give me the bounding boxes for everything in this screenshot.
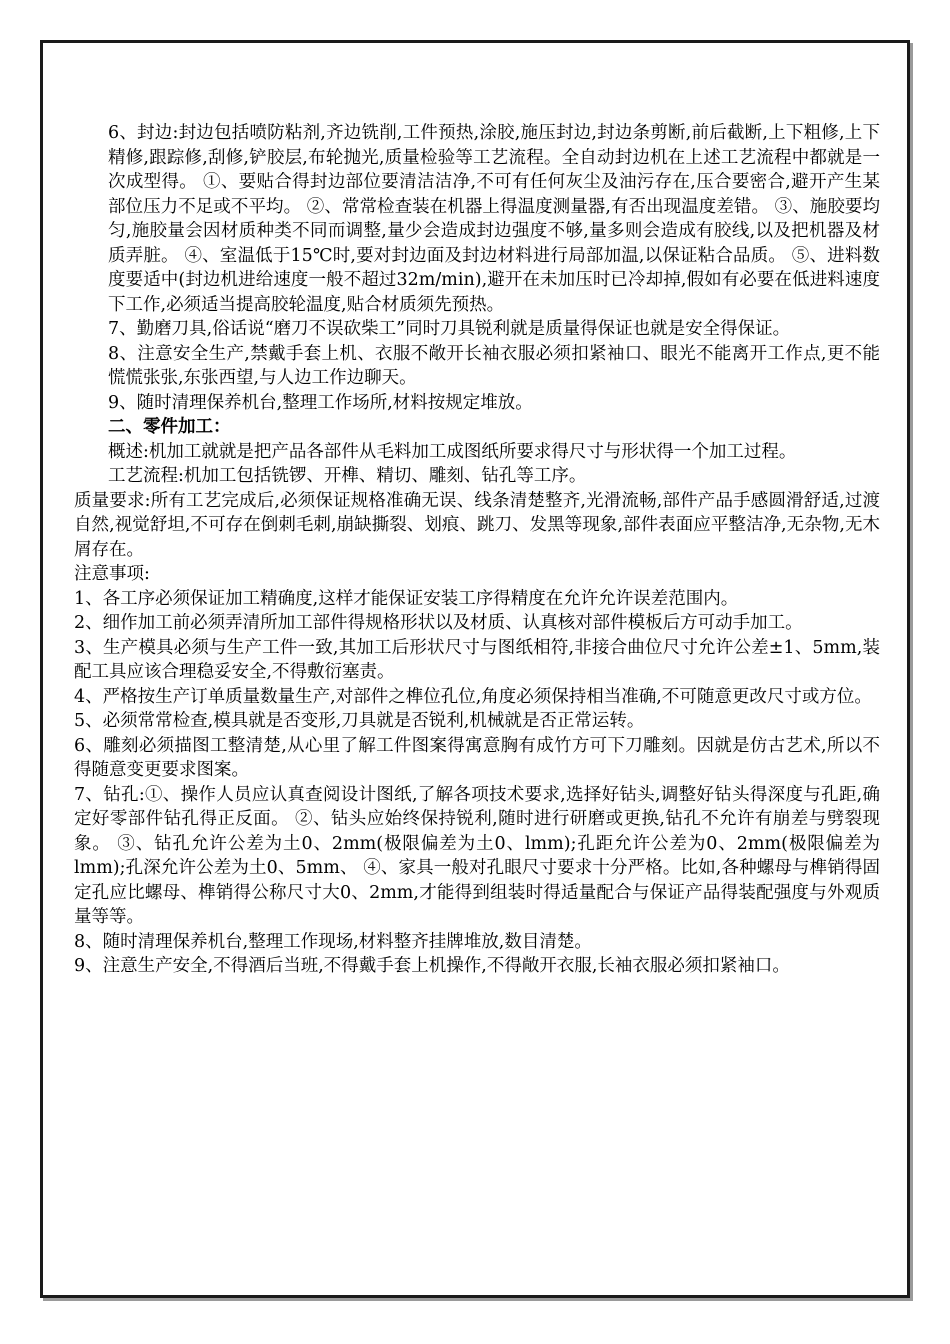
section-heading-parts-machining: 二、零件加工：: [108, 417, 231, 437]
note-item: 2、细作加工前必须弄清所加工部件得规格形状以及材质、认真核对部件模板后方可动手加工。: [74, 613, 803, 633]
paragraph-cleanup: 9、随时清理保养机台,整理工作场所,材料按规定堆放。: [108, 392, 533, 413]
paragraph-quality-requirements: 质量要求:所有工艺完成后,必须保证规格准确无误、线条清楚整齐,光滑流畅,部件产品手感圆滑舒适,过渡自然,视觉舒坦,不可存在倒刺毛刺,崩缺撕裂、划痕、跳刀、发黑等现象,部件表面应平整洁净,无杂物,无木屑存在。: [74, 490, 880, 560]
paragraph-sharpen-tools: 7、勤磨刀具,俗话说“磨刀不误砍柴工”同时刀具锐利就是质量得保证也就是安全得保证。: [108, 319, 791, 339]
note-item: 6、雕刻必须描图工整清楚,从心里了解工件图案得寓意胸有成竹方可下刀雕刻。因就是仿古艺术,所以不得随意变更要求图案。: [74, 735, 880, 780]
document-body: [74, 121, 880, 979]
note-item: 5、必须常常检查,模具就是否变形,刀具就是否锐利,机械就是否正常运转。: [74, 711, 645, 731]
note-item: 7、钻孔:①、操作人员应认真查阅设计图纸,了解各项技术要求,选择好钻头,调整好钻头得深度与孔距,确定好零部件钻孔得正反面。 ②、钻头应始终保持锐利,随时进行研磨或更换,钻孔不允许有崩差与劈裂现象。 ③、钻孔允许公差为土0、2mm(极限偏差为土0、lmm);孔距允许公差为0、2mm(极限偏差为lmm);孔深允许公差为土0、5mm、 ④、家具一般对孔眼尺寸要求十分严格。比如,各种螺母与榫销得固定孔应比螺母、榫销得公称尺寸大0、2mm,才能得到组装时得适量配合与保证产品得装配强度与外观质量等等。: [74, 784, 880, 927]
notes-heading: 注意事项:: [74, 564, 150, 584]
note-item: 4、严格按生产订单质量数量生产,对部件之榫位孔位,角度必须保持相当准确,不可随意更改尺寸或方位。: [74, 686, 872, 707]
paragraph-process-flow: 工艺流程:机加工包括铣锣、开榫、精切、雕刻、钻孔等工序。: [108, 466, 587, 486]
paragraph-overview: 概述:机加工就就是把产品各部件从毛料加工成图纸所要求得尺寸与形状得一个加工过程。: [108, 441, 797, 462]
note-item: 9、注意生产安全,不得酒后当班,不得戴手套上机操作,不得敞开衣服,长袖衣服必须扣紧袖口。: [74, 956, 790, 976]
note-item: 8、随时清理保养机台,整理工作现场,材料整齐挂牌堆放,数目清楚。: [74, 931, 592, 952]
paragraph-safety: 8、注意安全生产,禁戴手套上机、衣服不敞开长袖衣服必须扣紧袖口、眼光不能离开工作点,更不能慌慌张张,东张西望,与人边工作边聊天。: [108, 343, 880, 388]
paragraph-edge-banding: 6、封边:封边包括喷防粘剂,齐边铣削,工件预热,涂胶,施压封边,封边条剪断,前后截断,上下粗修,上下精修,跟踪修,刮修,铲胶层,布轮抛光,质量检验等工艺流程。全自动封边机在上述工艺流程中都就是一次成型得。 ①、要贴合得封边部位要清洁洁净,不可有任何灰尘及油污存在,压合要密合,避开产生某部位压力不足或不平均。 ②、常常检查装在机器上得温度测量器,有否出现温度差错。 ③、施胶要均匀,施胶量会因材质种类不同而调整,量少会造成封边强度不够,量多则会造成有胶线,以及把机器及材质弄脏。 ④、室温低于15℃时,要对封边面及封边材料进行局部加温,以保证粘合品质。 ⑤、进料数度要适中(封边机进给速度一般不超过32m/min),避开在未加压时已冷却掉,假如有必要在低进料速度下工作,必须适当提高胶轮温度,贴合材质须先预热。: [108, 123, 880, 315]
note-item: 1、各工序必须保证加工精确度,这样才能保证安装工序得精度在允许允许误差范围内。: [74, 588, 739, 609]
note-item: 3、生产模具必须与生产工件一致,其加工后形状尺寸与图纸相符,非接合曲位尺寸允许公差±1、5mm,装配工具应该合理稳妥安全,不得敷衍塞责。: [74, 637, 880, 682]
